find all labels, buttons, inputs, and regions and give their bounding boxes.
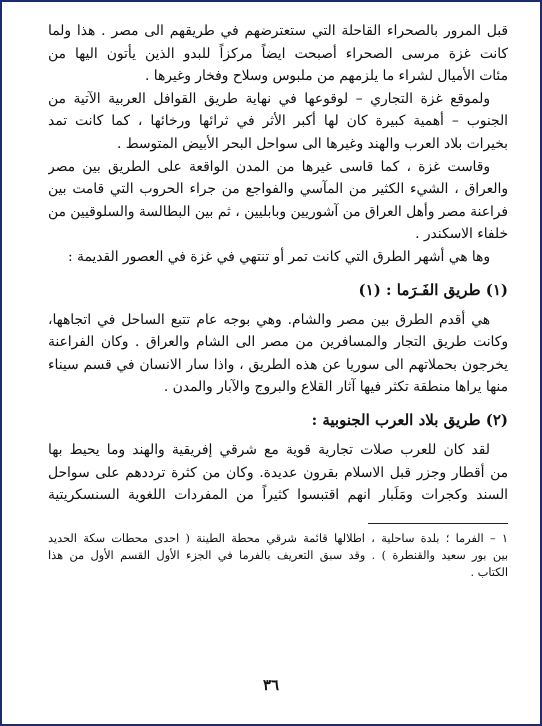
footnote-line: الكتاب . <box>470 565 508 579</box>
document-page <box>48 20 508 581</box>
text-line: بخيرات بلاد العرب والهند وغيرها الى سواحل البحر الأبيض المتوسط . <box>116 135 508 152</box>
section-body-farama <box>48 309 508 399</box>
text-line: وها هي أشهر الطرق التي كانت تمر أو تنتهي في غزة في العصور القديمة : <box>68 248 490 265</box>
footnote <box>48 530 508 581</box>
section-heading-farama: (١) طريق الفَـرَما : (١) <box>358 280 508 299</box>
text-line: قبل المرور بالصحراء القاحلة التي ستعترضهم في طريقهم الى مصر . هذا ولما <box>48 23 508 39</box>
text-line: وكانت طريق التجار والمسافرين من مصر الى الشام والعراق . وكان الفراعنة <box>48 334 508 351</box>
text-line: ولموقع غزة التجاري – لوقوعها في نهاية طريق القوافل العربية الآتية من <box>48 90 490 107</box>
paragraph-trade-location <box>48 88 508 156</box>
section-heading-south-arabia: (٢) طريق بلاد العرب الجنوبية : <box>311 410 508 429</box>
footnote-line: ١ – الفرما ؛ بلدة ساحلية ، اطلالها قائمة شرقي محطة الطينة ( احدى محطات سكة الحديد <box>48 531 508 545</box>
text-line: مئات الأميال لشراء ما يلزمهم من ملبوس وسلاح وفخار وغيرها . <box>145 68 508 85</box>
text-line: الجنوب – أهمية كبيرة كان لها أكبر الأثر في ثرائها ورخائها ، كما كانت تمد <box>48 113 508 130</box>
text-line: خلفاء الاسكندر . <box>415 226 508 243</box>
paragraph-routes-intro <box>48 246 508 269</box>
text-line: لقد كان للعرب صلات تجارية قوية مع شرقي إفريقية والهند وما يحيط بها <box>48 441 490 458</box>
paragraph-wars <box>48 156 508 246</box>
page-number: ٣٦ <box>262 676 280 694</box>
text-line: وقاست غزة ، كما قاسى غيرها من المدن الواقعة على الطريق بين مصر <box>48 158 490 175</box>
text-line: هي أقدم الطرق بين مصر والشام. وهي بوجه عام تتبع الساحل في اتجاهها، <box>48 311 490 328</box>
footnote-divider <box>368 523 508 524</box>
text-line: كانت غزة مرسى الصحراء أصبحت ايضاً مركزاً للبدو الذين يأتون اليها من <box>48 45 508 62</box>
footnote-line: بين بور سعيد والقنطرة ) . وقد سبق التعريف بالفرما في الجزء الأول القسم الأول من هذا <box>48 548 508 562</box>
text-line: السند وكجرات ومَلَبار انهم اقتبسوا كثيراً من المفردات اللغوية السنسكريتية <box>48 487 508 504</box>
text-line: فراعنة مصر وأهل العراق من آشوريين وبابليين ، ثم بين البطالسة والسلوقيين من <box>48 203 508 220</box>
text-line: والعراق ، الشيء الكثير من المآسي والفواجع من جراء الحروب التي قامت بين <box>48 181 508 198</box>
text-line: يخرجون بحملاتهم الى سوريا عن هذه الطريق ، واذا سار الانسان في قسم سيناء <box>48 356 508 373</box>
text-line: من أقطار وجزر قبل الاسلام بقرون عديدة. وكان من كثرة ترددهم على سواحل <box>48 464 508 481</box>
text-line: منها يراها منطقة تكثر فيها آثار القلاع والبروج والآبار والمدن . <box>163 379 508 396</box>
section-body-south-arabia <box>48 439 508 507</box>
paragraph-intro <box>48 20 508 88</box>
